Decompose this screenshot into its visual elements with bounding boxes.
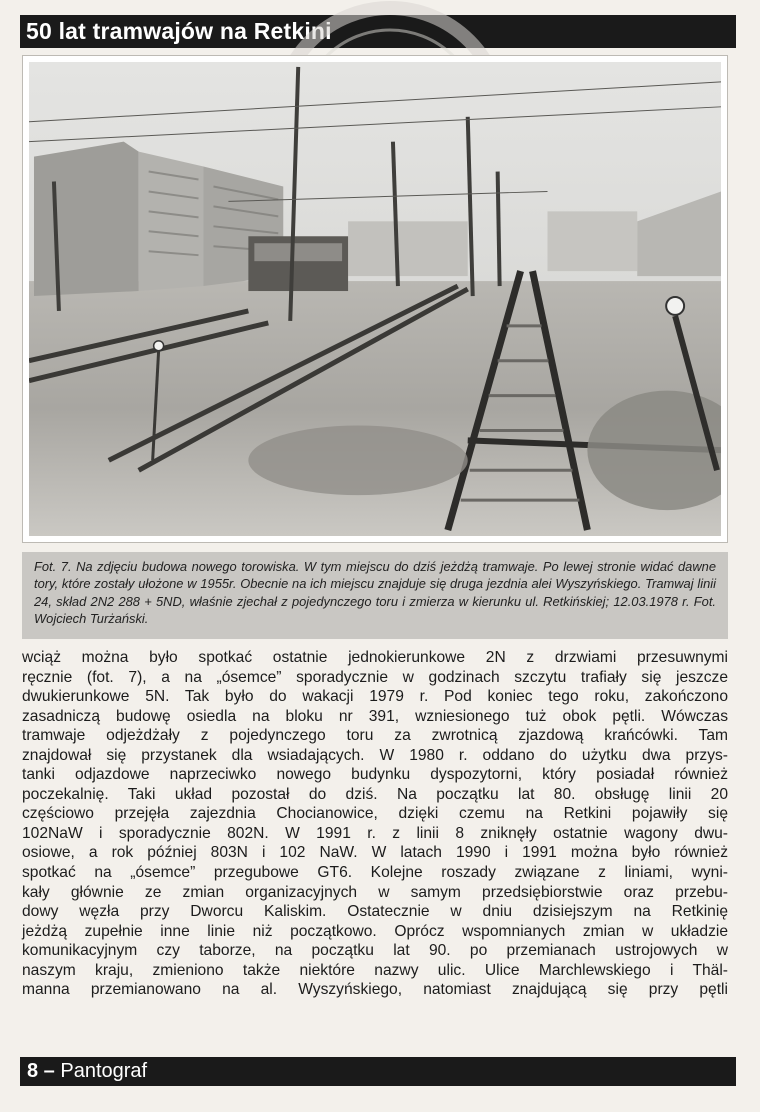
text-line: wciąż można było spotkać ostatnie jednokierunkowe 2N z drzwiami przesuwnymi — [22, 649, 728, 666]
footer-separator: – — [38, 1060, 61, 1082]
article-body — [22, 648, 728, 1000]
caption-text: Fot. 7. Na zdjęciu budowa nowego torowiska. W tym miejscu do dziś jeżdżą tramwaje. Po lewej stronie widać dawne tory, które zostały ułożone w 1955r. Obecnie na ich miejscu znajduje się druga jezdnia alei Wyszyńskiego. Tramwaj linii 24, skład 2N2 288 + 5ND, właśnie zjechał z pojedynczego toru i zmierza w kierunku ul. Retkińskiej; 12.03.1978 r. Fot. Wojciech Turżański. — [34, 559, 716, 626]
tram-construction-photo — [29, 62, 721, 536]
photo-frame — [22, 55, 728, 543]
text-line: osiowe, a rok później 803N i 102 NaW. W latach 1990 i 1991 można było również — [22, 844, 728, 862]
text-line: częściowo przejęła zajezdnia Chocianowice, dzięki czemu na Retkini pojawiły się — [22, 805, 728, 823]
text-line: zasadniczą budowę osiedla na bloku nr 391, wzniesionego tuż obok pętli. Wówczas — [22, 707, 728, 725]
text-line: kały głównie ze zmian organizacyjnych w samym przedsiębiorstwie oraz przebu- — [22, 883, 728, 901]
text-line: komunikacyjnym czy taborze, na początku lat 90. po przemianach ustrojowych w — [22, 942, 728, 960]
text-line: tanki odjazdowe naprzeciwko nowego budynku dyspozytorni, który posiadał również — [22, 766, 728, 784]
page-footer — [20, 1057, 736, 1086]
photo-caption — [22, 552, 728, 639]
page-number: 8 — [27, 1060, 39, 1082]
text-line: jeżdżą zupełnie inne linie niż początkowo. Oprócz wspomnianych zmian w układzie — [22, 922, 728, 940]
text-line: poczekalnię. Taki układ pozostał do dziś. Na początku lat 80. obsługę linii 20 — [22, 785, 728, 803]
text-line: dowy węzła przy Dworcu Kaliskim. Ostatecznie w dniu dzisiejszym na Retkinię — [22, 903, 728, 921]
text-line: ręcznie (fot. 7), a na „ósemce” sporadycznie w godzinach szczytu trafiały się jeszcze — [22, 668, 728, 686]
text-line: spotkać na „ósemce” przegubowe GT6. Kolejne roszady związane z liniami, wyni- — [22, 864, 728, 882]
text-line: dwukierunkowe 5N. Tak było do wakacji 1979 r. Pod koniec tego roku, zakończono — [22, 688, 728, 706]
page-header — [20, 15, 736, 48]
publication-name: Pantograf — [60, 1060, 148, 1082]
text-line: 102NaW i sporadycznie 802N. W 1991 r. z linii 8 zniknęły ostatnie wagony dwu- — [22, 824, 728, 842]
text-line: manna przemianowano na al. Wyszyńskiego, natomiast znajdującą się przy pętli — [22, 981, 728, 999]
text-line: tramwaje odjeżdżały z pojedynczego toru za zwrotnicą zjazdową krańcówki. Tam — [22, 727, 728, 745]
article-title: 50 lat tramwajów na Retkini — [26, 18, 332, 44]
text-line: znajdował się przystanek dla wsiadających. W 1980 r. oddano do użytku dwa przys- — [22, 746, 728, 764]
text-line: naszym kraju, zmieniono także niektóre nazwy ulic. Ulice Marchlewskiego i Thäl- — [22, 961, 728, 979]
